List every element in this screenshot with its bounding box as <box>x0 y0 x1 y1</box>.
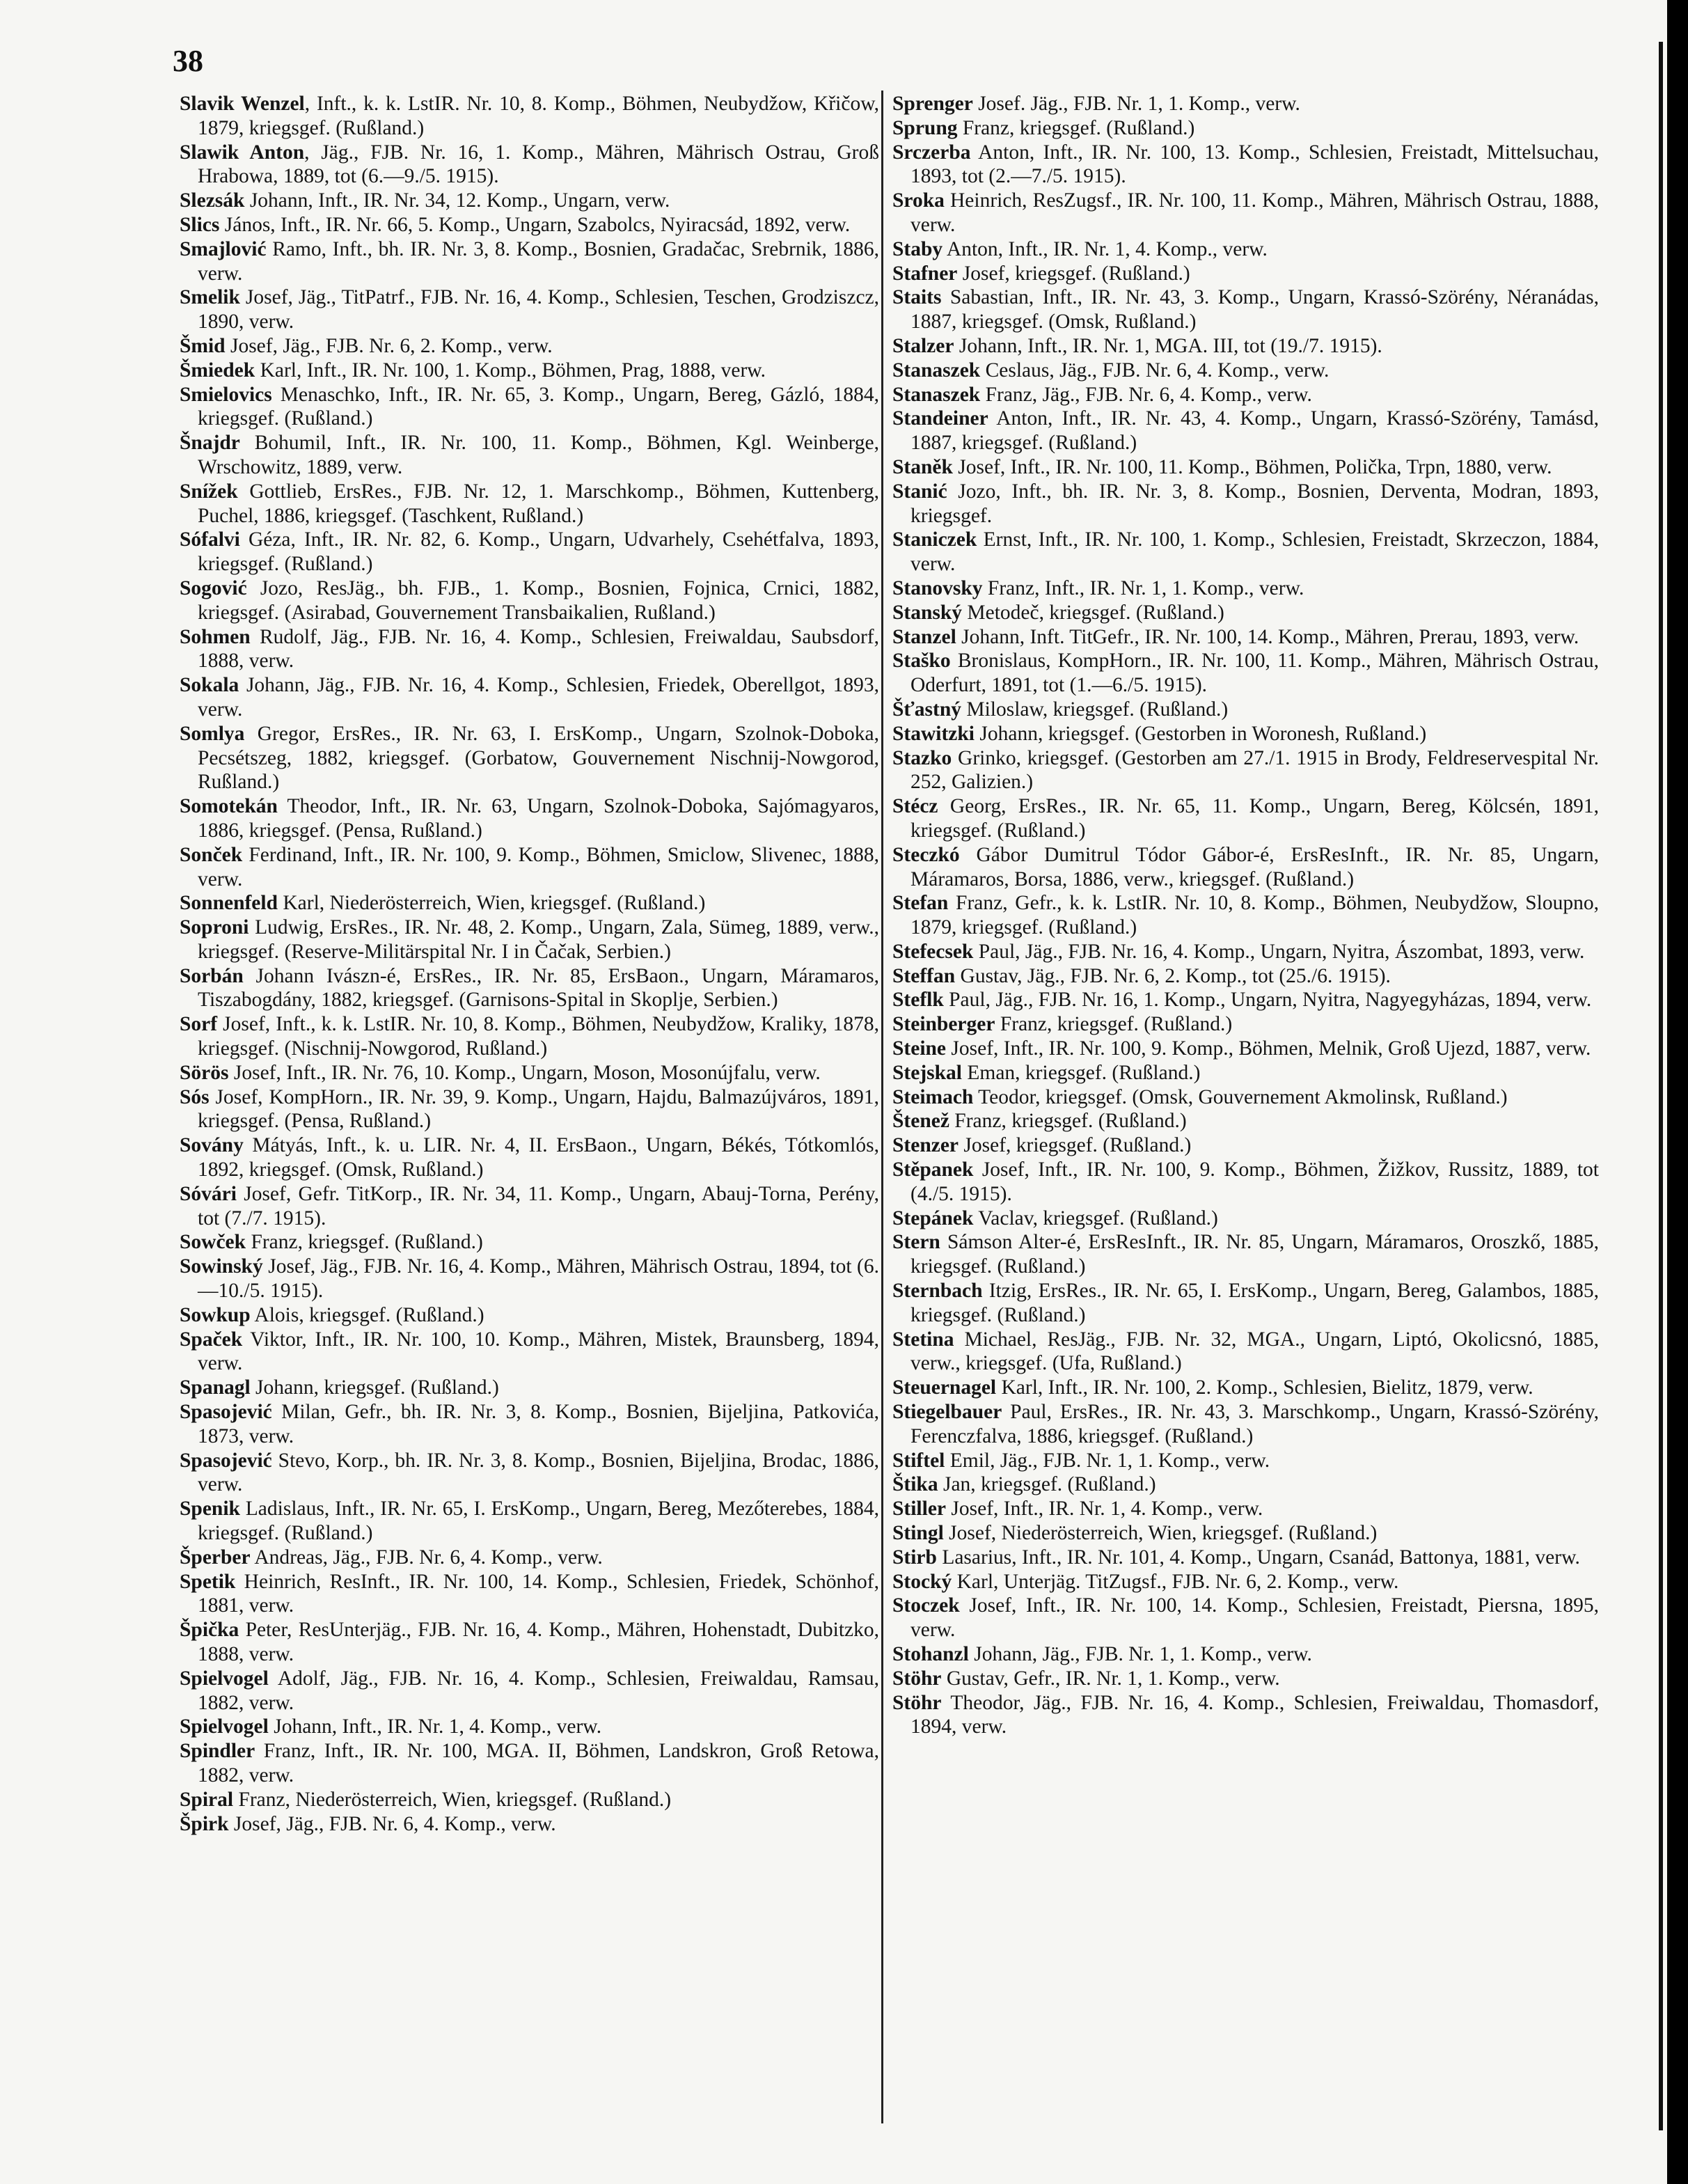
entry-details: Franz, kriegsgef. (Rußland.) <box>949 1110 1187 1133</box>
entry-surname: Standeiner <box>892 407 988 430</box>
entry-details: Anton, Inft., IR. Nr. 100, 13. Komp., Schlesien, Freistadt, Mittelsuchau, 1893, tot (2.—7./5. 1915). <box>910 141 1599 188</box>
entry-details: Josef, Jäg., TitPatrf., FJB. Nr. 16, 4. Komp., Schlesien, Teschen, Grodziszcz, 1890, verw. <box>198 286 879 333</box>
list-item <box>892 455 1599 480</box>
entry-surname: Stanzel <box>892 625 956 648</box>
entry-surname: Stenzer <box>892 1134 959 1157</box>
entry-details: Ludwig, ErsRes., IR. Nr. 48, 2. Komp., Ungarn, Zala, Sümeg, 1889, verw., kriegsgef. (Reserve-Militärspital Nr. I in Čačak, Serbien.) <box>198 916 879 963</box>
list-item <box>892 359 1599 383</box>
entry-details: Michael, ResJäg., FJB. Nr. 32, MGA., Ungarn, Liptó, Okolicsnó, 1885, verw., kriegsgef. (Ufa, Rußland.) <box>910 1328 1599 1375</box>
entry-details: Franz, kriegsgef. (Rußland.) <box>957 116 1195 139</box>
entry-details: Franz, Inft., IR. Nr. 1, 1. Komp., verw. <box>982 576 1304 599</box>
list-item <box>892 1691 1599 1740</box>
entry-details: Gustav, Jäg., FJB. Nr. 6, 2. Komp., tot (25./6. 1915). <box>955 964 1391 987</box>
list-item <box>892 262 1599 286</box>
entry-surname: Steuernagel <box>892 1376 997 1399</box>
entry-details: Josef, Jäg., FJB. Nr. 16, 4. Komp., Mähren, Mährisch Ostrau, 1894, tot (6.—10./5. 1915). <box>198 1255 879 1303</box>
entry-surname: Štenež <box>892 1110 949 1133</box>
entry-surname: Stiegelbauer <box>892 1401 1002 1424</box>
list-item <box>180 1449 879 1498</box>
entry-details: Franz, kriegsgef. (Rußland.) <box>995 1013 1233 1036</box>
list-item <box>180 431 879 480</box>
list-item <box>180 1012 879 1061</box>
entry-details: Bohumil, Inft., IR. Nr. 100, 11. Komp., Böhmen, Kgl. Weinberge, Wrschowitz, 1889, verw. <box>198 432 879 478</box>
list-item <box>180 794 879 843</box>
entry-details: Georg, ErsRes., IR. Nr. 65, 11. Komp., Ungarn, Bereg, Kölcsén, 1891, kriegsgef. (Rußland.) <box>910 795 1599 842</box>
list-item <box>180 1376 879 1400</box>
list-item <box>892 1207 1599 1231</box>
list-item <box>180 1303 879 1328</box>
entry-details: Karl, Inft., IR. Nr. 100, 1. Komp., Böhmen, Prag, 1888, verw. <box>255 359 766 382</box>
list-item <box>892 891 1599 940</box>
entry-details: Johann Ivászn-é, ErsRes., IR. Nr. 85, ErsBaon., Ungarn, Máramaros, Tiszabogdány, 1882, kriegsgef. (Garnisons-Spital in Skoplje, Serbien.) <box>198 964 879 1012</box>
entry-details: Paul, Jäg., FJB. Nr. 16, 1. Komp., Ungarn, Nyitra, Nagyegyházas, 1894, verw. <box>943 989 1592 1012</box>
list-item <box>180 1618 879 1667</box>
entry-surname: Stefecsek <box>892 940 974 963</box>
list-item <box>892 116 1599 141</box>
entry-details: Theodor, Inft., IR. Nr. 63, Ungarn, Szolnok-Doboka, Sajómagyaros, 1886, kriegsgef. (Pensa, Rußland.) <box>198 795 879 842</box>
entry-surname: Stirb <box>892 1546 937 1569</box>
entry-surname: Stejskal <box>892 1061 962 1084</box>
list-item <box>180 1182 879 1231</box>
list-item <box>892 237 1599 262</box>
entry-surname: Stěpanek <box>892 1158 974 1181</box>
list-item <box>892 794 1599 843</box>
entry-surname: Spindler <box>180 1740 255 1763</box>
entry-details: Andreas, Jäg., FJB. Nr. 6, 4. Komp., verw. <box>250 1546 603 1569</box>
list-item <box>892 141 1599 189</box>
entry-details: Karl, Inft., IR. Nr. 100, 2. Komp., Schlesien, Bielitz, 1879, verw. <box>996 1376 1533 1399</box>
entry-details: Johann, Inft., IR. Nr. 1, MGA. III, tot (19./7. 1915). <box>954 334 1382 357</box>
entry-details: Josef, Inft., IR. Nr. 100, 14. Komp., Schlesien, Freistadt, Piersna, 1895, verw. <box>910 1594 1599 1642</box>
entry-surname: Špička <box>180 1619 239 1642</box>
list-item <box>892 334 1599 359</box>
list-item <box>892 1279 1599 1328</box>
list-item <box>892 1472 1599 1497</box>
list-item <box>180 1328 879 1376</box>
entry-surname: Šperber <box>180 1546 251 1569</box>
list-item <box>180 1667 879 1715</box>
entry-surname: Sófalvi <box>180 528 240 551</box>
entry-details: Teodor, kriegsgef. (Omsk, Gouvernement Akmolinsk, Rußland.) <box>973 1085 1508 1108</box>
entry-details: Josef, Inft., k. k. LstIR. Nr. 10, 8. Komp., Böhmen, Neubydžow, Kraliky, 1878, kriegsgef. (Nischnij-Nowgorod, Rußland.) <box>198 1013 879 1060</box>
list-item <box>180 189 879 213</box>
entry-surname: Spiral <box>180 1788 234 1811</box>
entry-details: Gustav, Gefr., IR. Nr. 1, 1. Komp., verw. <box>941 1667 1280 1690</box>
entry-surname: Sorbán <box>180 964 244 987</box>
entry-details: Gábor Dumitrul Tódor Gábor-é, ErsResInft., IR. Nr. 85, Ungarn, Máramaros, Borsa, 1886, verw., kriegsgef. (Rußland.) <box>910 843 1599 890</box>
list-item <box>180 383 879 432</box>
list-item <box>892 988 1599 1012</box>
entry-surname: Sroka <box>892 189 945 212</box>
entry-details: Anton, Inft., IR. Nr. 43, 4. Komp., Ungarn, Krassó-Szörény, Tamásd, 1887, kriegsgef. (Rußland.) <box>910 407 1599 455</box>
entry-details: Johann, Jäg., FJB. Nr. 16, 4. Komp., Schlesien, Friedek, Oberellgot, 1893, verw. <box>198 674 879 721</box>
entry-surname: Sprung <box>892 116 958 139</box>
list-item <box>892 1570 1599 1594</box>
entry-surname: Stécz <box>892 795 938 818</box>
entry-surname: Spaček <box>180 1328 243 1351</box>
entry-details: , Inft., k. k. LstIR. Nr. 10, 8. Komp., Böhmen, Neubydžow, Křičow, 1879, kriegsgef. (Rußland.) <box>198 93 879 139</box>
entry-surname: Stanský <box>892 601 963 624</box>
entry-surname: Slawik Anton <box>180 141 305 164</box>
left-column <box>180 92 879 1836</box>
entry-surname: Slezsák <box>180 189 245 212</box>
entry-details: Josef, KompHorn., IR. Nr. 39, 9. Komp., Ungarn, Hajdu, Balmazújváros, 1891, kriegsgef. (Pensa, Rußland.) <box>198 1085 879 1133</box>
list-item <box>892 746 1599 795</box>
entry-surname: Steine <box>892 1037 947 1060</box>
list-item <box>892 1594 1599 1642</box>
entry-surname: Sowinský <box>180 1255 263 1278</box>
entry-details: Josef, Jäg., FJB. Nr. 6, 2. Komp., verw. <box>225 334 553 357</box>
list-item <box>892 1497 1599 1521</box>
entry-surname: Šnajdr <box>180 432 240 455</box>
entry-details: Gottlieb, ErsRes., FJB. Nr. 12, 1. Marschkomp., Böhmen, Kuttenberg, Puchel, 1886, kriegsgef. (Taschkent, Rußland.) <box>198 480 879 527</box>
list-item <box>180 1570 879 1619</box>
entry-details: Vaclav, kriegsgef. (Rußland.) <box>973 1207 1218 1230</box>
entry-details: Jozo, ResJäg., bh. FJB., 1. Komp., Bosnien, Fojnica, Crnici, 1882, kriegsgef. (Asirabad, Gouvernement Transbaikalien, Rußland.) <box>198 576 879 624</box>
scan-border <box>1667 0 1688 2184</box>
entry-surname: Sogović <box>180 576 247 599</box>
entry-details: János, Inft., IR. Nr. 66, 5. Komp., Ungarn, Szabolcs, Nyiracsád, 1892, verw. <box>219 213 851 236</box>
list-item <box>892 1061 1599 1085</box>
entry-surname: Spenik <box>180 1498 240 1521</box>
entry-details: Josef, Jäg., FJB. Nr. 6, 4. Komp., verw. <box>228 1812 556 1835</box>
entry-details: Peter, ResUnterjäg., FJB. Nr. 16, 4. Komp., Mähren, Hohenstadt, Dubitzko, 1888, verw. <box>198 1619 879 1665</box>
entry-details: Josef, kriegsgef. (Rußland.) <box>959 1134 1192 1157</box>
entry-details: Jozo, Inft., bh. IR. Nr. 3, 8. Komp., Bosnien, Derventa, Modran, 1893, kriegsgef. <box>910 480 1599 527</box>
entry-surname: Spasojević <box>180 1449 272 1472</box>
list-item <box>892 1037 1599 1061</box>
entry-details: Grinko, kriegsgef. (Gestorben am 27./1. 1915 in Brody, Feldreservespital Nr. 252, Galizien.) <box>910 746 1599 794</box>
entry-details: Ramo, Inft., bh. IR. Nr. 3, 8. Komp., Bosnien, Gradačac, Srebrnik, 1886, verw. <box>198 237 879 285</box>
entry-details: Milan, Gefr., bh. IR. Nr. 3, 8. Komp., Bosnien, Bijeljina, Patkovića, 1873, verw. <box>198 1401 879 1447</box>
entry-surname: Šťastný <box>892 698 961 721</box>
entry-details: Géza, Inft., IR. Nr. 82, 6. Komp., Ungarn, Udvarhely, Csehétfalva, 1893, kriegsgef. (Rußland.) <box>198 528 879 576</box>
entry-surname: Stepánek <box>892 1207 974 1230</box>
list-item <box>892 601 1599 625</box>
entry-details: Gregor, ErsRes., IR. Nr. 63, I. ErsKomp., Ungarn, Szolnok-Doboka, Pecsétszeg, 1882, kriegsgef. (Gorbatow, Gouvernement Nischnij-Nowgorod, Rußland.) <box>198 722 879 794</box>
entry-details: Josef, Niederösterreich, Wien, kriegsgef. (Rußland.) <box>943 1522 1378 1545</box>
entry-surname: Srczerba <box>892 141 971 164</box>
entry-details: Sámson Alter-é, ErsResInft., IR. Nr. 85, Ungarn, Máramaros, Oroszkő, 1885, kriegsgef. (Rußland.) <box>910 1231 1599 1278</box>
entry-surname: Stanaszek <box>892 359 981 382</box>
entry-details: Josef, kriegsgef. (Rußland.) <box>957 262 1190 285</box>
entry-surname: Sóvári <box>180 1182 237 1205</box>
entry-details: Mátyás, Inft., k. u. LIR. Nr. 4, II. ErsBaon., Ungarn, Békés, Tótkomlós, 1892, kriegsgef. (Omsk, Rußland.) <box>198 1134 879 1181</box>
list-item <box>180 1133 879 1182</box>
entry-surname: Spetik <box>180 1570 236 1593</box>
list-item <box>180 673 879 722</box>
list-item <box>892 407 1599 455</box>
entry-details: Lasarius, Inft., IR. Nr. 101, 4. Komp., Ungarn, Csanád, Battonya, 1881, verw. <box>936 1546 1580 1569</box>
list-item <box>892 1230 1599 1279</box>
entry-details: Emil, Jäg., FJB. Nr. 1, 1. Komp., verw. <box>945 1449 1270 1472</box>
entry-surname: Somlya <box>180 722 245 745</box>
entry-details: Sabastian, Inft., IR. Nr. 43, 3. Komp., Ungarn, Krassó-Szörény, Néranádas, 1887, kriegsgef. (Omsk, Rußland.) <box>910 286 1599 333</box>
entry-surname: Stefan <box>892 892 949 915</box>
entry-details: Ladislaus, Inft., IR. Nr. 65, I. ErsKomp., Ungarn, Bereg, Mezőterebes, 1884, kriegsgef. (Rußland.) <box>198 1498 879 1545</box>
entry-details: Josef, Inft., IR. Nr. 1, 4. Komp., verw. <box>946 1498 1263 1521</box>
entry-details: Ferdinand, Inft., IR. Nr. 100, 9. Komp., Böhmen, Smiclow, Slivenec, 1888, verw. <box>198 843 879 890</box>
entry-surname: Slics <box>180 213 220 236</box>
entry-surname: Steffan <box>892 964 956 987</box>
right-column <box>892 92 1599 1739</box>
list-item <box>180 625 879 674</box>
entry-surname: Stingl <box>892 1522 944 1545</box>
list-item <box>180 1255 879 1303</box>
list-item <box>892 285 1599 334</box>
list-item <box>892 189 1599 237</box>
list-item <box>892 1085 1599 1110</box>
entry-surname: Steimach <box>892 1085 974 1108</box>
entry-details: Franz, kriegsgef. (Rußland.) <box>246 1231 483 1254</box>
list-item <box>892 383 1599 407</box>
entry-details: Paul, ErsRes., IR. Nr. 43, 3. Marschkomp., Ungarn, Krassó-Szörény, Ferenczfalva, 1886, kriegsgef. (Rußland.) <box>910 1401 1599 1447</box>
list-item <box>180 237 879 286</box>
entry-surname: Štika <box>892 1473 938 1496</box>
page-edge-rule <box>1659 42 1663 2130</box>
entry-details: Paul, Jäg., FJB. Nr. 16, 4. Komp., Ungarn, Nyitra, Ászombat, 1893, verw. <box>973 940 1585 963</box>
list-item <box>892 1546 1599 1570</box>
entry-surname: Slavik Wenzel <box>180 93 305 115</box>
entry-surname: Stalzer <box>892 334 954 357</box>
entry-details: Alois, kriegsgef. (Rußland.) <box>250 1303 484 1326</box>
list-item <box>892 698 1599 722</box>
entry-details: Johann, Inft. TitGefr., IR. Nr. 100, 14. Komp., Mähren, Prerau, 1893, verw. <box>956 625 1579 648</box>
entry-surname: Spielvogel <box>180 1667 269 1690</box>
entry-surname: Stiftel <box>892 1449 945 1472</box>
entry-surname: Smielovics <box>180 383 272 406</box>
list-item <box>892 964 1599 989</box>
entry-details: , Jäg., FJB. Nr. 16, 1. Komp., Mähren, Mährisch Ostrau, Groß Hrabowa, 1889, tot (6.—9./5. 1915). <box>198 141 879 188</box>
entry-surname: Spanagl <box>180 1376 251 1399</box>
entry-details: Heinrich, ResZugsf., IR. Nr. 100, 11. Komp., Mähren, Mährisch Ostrau, 1888, verw. <box>910 189 1599 236</box>
entry-surname: Somotekán <box>180 795 278 818</box>
list-item <box>892 1642 1599 1667</box>
entry-details: Josef, Gefr. TitKorp., IR. Nr. 34, 11. Komp., Ungarn, Abauj-Torna, Perény, tot (7./7. 1915). <box>198 1182 879 1230</box>
entry-surname: Sohmen <box>180 625 251 648</box>
entry-surname: Smelik <box>180 286 240 309</box>
column-divider <box>881 91 883 2123</box>
entry-surname: Stazko <box>892 746 952 769</box>
list-item <box>180 1085 879 1134</box>
list-item <box>180 964 879 1013</box>
list-item <box>892 625 1599 650</box>
list-item <box>180 213 879 237</box>
entry-surname: Šmiedek <box>180 359 255 382</box>
entry-details: Miloslaw, kriegsgef. (Rußland.) <box>961 698 1229 721</box>
entry-surname: Špirk <box>180 1812 229 1835</box>
entry-details: Rudolf, Jäg., FJB. Nr. 16, 4. Komp., Schlesien, Freiwaldau, Saubsdorf, 1888, verw. <box>198 625 879 673</box>
list-item <box>180 1812 879 1837</box>
entry-surname: Šmid <box>180 334 226 357</box>
list-item <box>180 722 879 794</box>
entry-surname: Sorf <box>180 1013 218 1036</box>
list-item <box>180 1715 879 1739</box>
entry-details: Johann, Inft., IR. Nr. 34, 12. Komp., Ungarn, verw. <box>244 189 670 212</box>
list-item <box>892 1109 1599 1133</box>
list-item <box>892 480 1599 528</box>
entry-surname: Steinberger <box>892 1013 995 1036</box>
entry-surname: Steflk <box>892 989 944 1012</box>
list-item <box>892 528 1599 576</box>
entry-surname: Stöhr <box>892 1691 942 1714</box>
entry-surname: Spasojević <box>180 1401 272 1424</box>
entry-surname: Staby <box>892 237 943 260</box>
entry-surname: Staits <box>892 286 942 309</box>
list-item <box>180 843 879 892</box>
list-item <box>180 1061 879 1085</box>
entry-surname: Sowkup <box>180 1303 251 1326</box>
list-item <box>892 1158 1599 1207</box>
entry-surname: Stanovsky <box>892 576 983 599</box>
entry-details: Ernst, Inft., IR. Nr. 100, 1. Komp., Schlesien, Freistadt, Skrzeczon, 1884, verw. <box>910 528 1599 576</box>
list-item <box>180 1400 879 1449</box>
entry-surname: Sternbach <box>892 1280 983 1303</box>
page-number: 38 <box>173 44 203 78</box>
entry-surname: Stawitzki <box>892 722 975 745</box>
entry-surname: Sonnenfeld <box>180 892 278 915</box>
list-item <box>892 649 1599 698</box>
entry-surname: Stetina <box>892 1328 954 1351</box>
list-item <box>180 359 879 383</box>
entry-surname: Sörös <box>180 1061 229 1084</box>
entry-surname: Stocký <box>892 1570 952 1593</box>
entry-details: Itzig, ErsRes., IR. Nr. 65, I. ErsKomp., Ungarn, Bereg, Galambos, 1885, kriegsgef. (Rußland.) <box>910 1280 1599 1326</box>
entry-surname: Sós <box>180 1085 210 1108</box>
entry-details: Adolf, Jäg., FJB. Nr. 16, 4. Komp., Schlesien, Freiwaldau, Ramsau, 1882, verw. <box>198 1667 879 1714</box>
list-item <box>892 1133 1599 1158</box>
entry-details: Metodeč, kriegsgef. (Rußland.) <box>962 601 1224 624</box>
list-item <box>892 1400 1599 1449</box>
entry-surname: Stöhr <box>892 1667 942 1690</box>
list-item <box>892 1449 1599 1473</box>
entry-details: Johann, Inft., IR. Nr. 1, 4. Komp., verw. <box>268 1715 602 1738</box>
entry-details: Johann, Jäg., FJB. Nr. 1, 1. Komp., verw. <box>968 1643 1312 1665</box>
entry-surname: Staniczek <box>892 528 977 551</box>
entry-details: Menaschko, Inft., IR. Nr. 65, 3. Komp., Ungarn, Bereg, Gázló, 1884, kriegsgef. (Rußland.) <box>198 383 879 430</box>
entry-surname: Sokala <box>180 674 239 697</box>
list-item <box>892 1376 1599 1400</box>
entry-surname: Sowček <box>180 1231 246 1254</box>
list-item <box>892 1521 1599 1546</box>
list-item <box>180 891 879 916</box>
entry-surname: Stiller <box>892 1498 947 1521</box>
entry-details: Karl, Niederösterreich, Wien, kriegsgef. (Rußland.) <box>278 892 706 915</box>
entry-details: Franz, Niederösterreich, Wien, kriegsgef. (Rußland.) <box>233 1788 672 1811</box>
entry-details: Johann, kriegsgef. (Gestorben in Woronesh, Rußland.) <box>975 722 1427 745</box>
list-item <box>180 1739 879 1788</box>
list-item <box>892 940 1599 964</box>
entry-details: Anton, Inft., IR. Nr. 1, 4. Komp., verw. <box>942 237 1268 260</box>
list-item <box>892 1667 1599 1691</box>
entry-details: Stevo, Korp., bh. IR. Nr. 3, 8. Komp., Bosnien, Bijeljina, Brodac, 1886, verw. <box>198 1449 879 1496</box>
entry-details: Bronislaus, KompHorn., IR. Nr. 100, 11. Komp., Mähren, Mährisch Ostrau, Oderfurt, 1891, tot (1.—6./5. 1915). <box>910 650 1599 697</box>
entry-details: Franz, Gefr., k. k. LstIR. Nr. 10, 8. Komp., Böhmen, Neubydžow, Sloupno, 1879, kriegsgef. (Rußland.) <box>910 892 1599 939</box>
entry-surname: Stoczek <box>892 1594 960 1617</box>
entry-surname: Stohanzl <box>892 1643 969 1665</box>
list-item <box>180 916 879 964</box>
list-item <box>180 576 879 625</box>
entry-details: Josef. Jäg., FJB. Nr. 1, 1. Komp., verw. <box>972 93 1300 115</box>
entry-surname: Stanaszek <box>892 383 981 406</box>
entry-details: Jan, kriegsgef. (Rußland.) <box>938 1473 1156 1496</box>
entry-details: Josef, Inft., IR. Nr. 76, 10. Komp., Ungarn, Moson, Mosonújfalu, verw. <box>228 1061 821 1084</box>
entry-surname: Sonček <box>180 843 243 866</box>
entry-surname: Spielvogel <box>180 1715 269 1738</box>
list-item <box>180 1497 879 1546</box>
entry-details: Karl, Unterjäg. TitZugsf., FJB. Nr. 6, 2. Komp., verw. <box>952 1570 1399 1593</box>
list-item <box>892 576 1599 601</box>
entry-surname: Staněk <box>892 455 953 478</box>
entry-surname: Sovány <box>180 1134 244 1157</box>
entry-details: Josef, Inft., IR. Nr. 100, 9. Komp., Böhmen, Melnik, Groß Ujezd, 1887, verw. <box>946 1037 1591 1060</box>
entry-details: Josef, Inft., IR. Nr. 100, 9. Komp., Böhmen, Žižkov, Russitz, 1889, tot (4./5. 1915). <box>910 1158 1599 1205</box>
list-item <box>892 92 1599 116</box>
list-item <box>180 1230 879 1255</box>
list-item <box>892 843 1599 892</box>
list-item <box>180 480 879 528</box>
entry-details: Ceslaus, Jäg., FJB. Nr. 6, 4. Komp., verw. <box>980 359 1330 382</box>
list-item <box>892 1328 1599 1376</box>
list-item <box>180 1788 879 1812</box>
entry-surname: Stafner <box>892 262 958 285</box>
entry-details: Heinrich, ResInft., IR. Nr. 100, 14. Komp., Schlesien, Friedek, Schönhof, 1881, verw. <box>198 1570 879 1617</box>
entry-details: Franz, Inft., IR. Nr. 100, MGA. II, Böhmen, Landskron, Groß Retowa, 1882, verw. <box>198 1740 879 1786</box>
entry-details: Franz, Jäg., FJB. Nr. 6, 4. Komp., verw. <box>980 383 1312 406</box>
list-item <box>180 285 879 334</box>
entry-details: Eman, kriegsgef. (Rußland.) <box>961 1061 1201 1084</box>
list-item <box>180 92 879 141</box>
list-item <box>892 722 1599 746</box>
entry-details: Johann, kriegsgef. (Rußland.) <box>250 1376 499 1399</box>
entry-surname: Steczkó <box>892 843 960 866</box>
entry-surname: Stanić <box>892 480 947 503</box>
entry-surname: Staško <box>892 650 951 673</box>
entry-surname: Snížek <box>180 480 238 503</box>
list-item <box>180 1546 879 1570</box>
entry-details: Viktor, Inft., IR. Nr. 100, 10. Komp., Mähren, Mistek, Braunsberg, 1894, verw. <box>198 1328 879 1375</box>
entry-surname: Stern <box>892 1231 940 1254</box>
entry-surname: Sprenger <box>892 93 973 115</box>
list-item <box>180 141 879 189</box>
list-item <box>892 1012 1599 1037</box>
list-item <box>180 334 879 359</box>
entry-surname: Smajlović <box>180 237 267 260</box>
list-item <box>180 528 879 576</box>
entry-details: Josef, Inft., IR. Nr. 100, 11. Komp., Böhmen, Polička, Trpn, 1880, verw. <box>952 455 1552 478</box>
entry-surname: Soproni <box>180 916 249 939</box>
entry-details: Theodor, Jäg., FJB. Nr. 16, 4. Komp., Schlesien, Freiwaldau, Thomasdorf, 1894, verw. <box>910 1691 1599 1738</box>
